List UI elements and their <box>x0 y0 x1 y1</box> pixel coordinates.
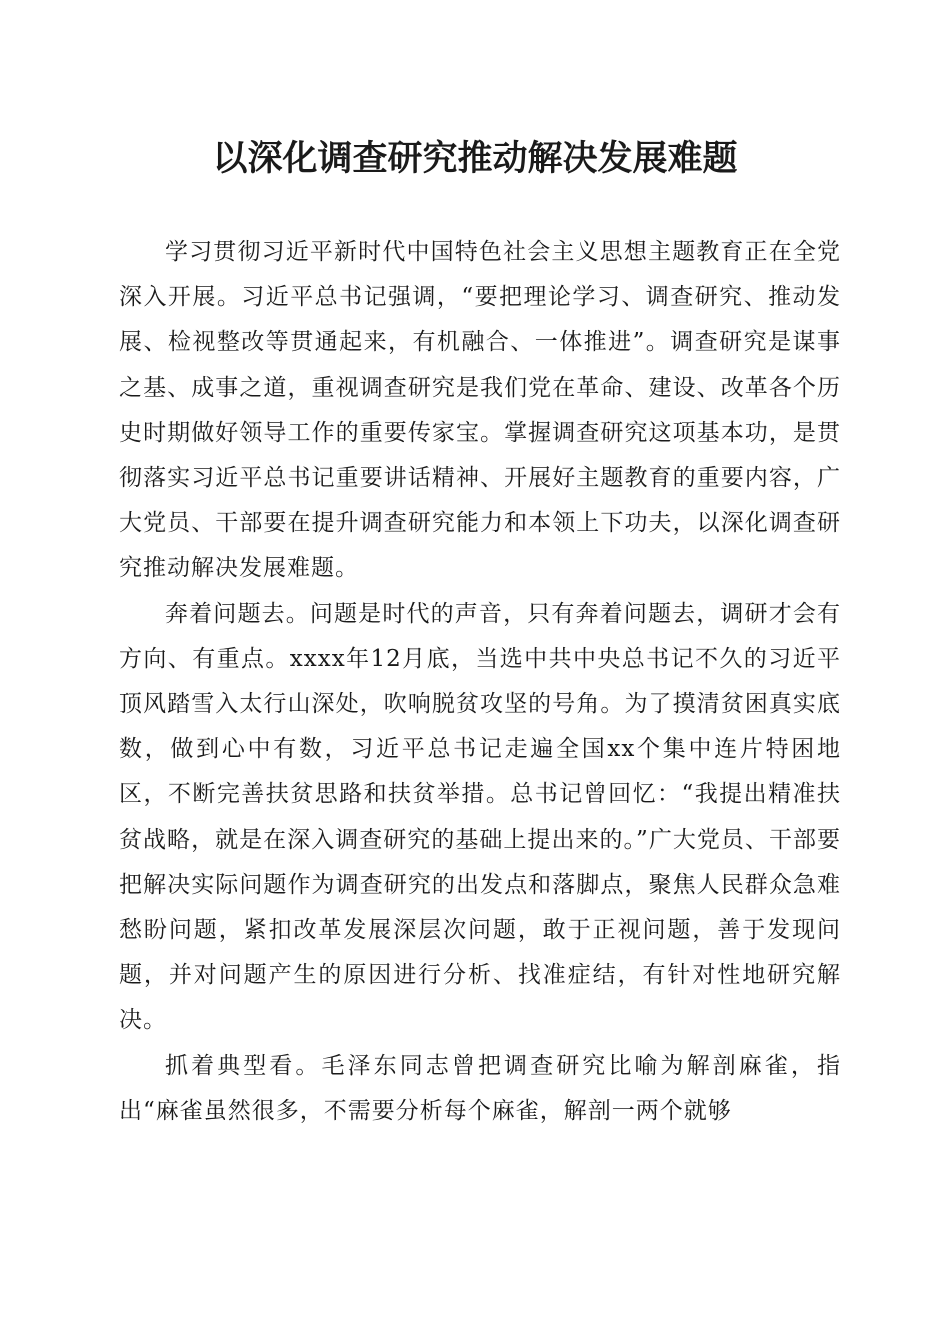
document-title: 以深化调查研究推动解决发展难题 <box>212 138 738 179</box>
paragraph-problems: 奔着问题去。问题是时代的声音，只有奔着问题去，调研才会有方向、有重点。xxxx年12月底，当选中共中央总书记不久的习近平顶风踏雪入太行山深处，吹响脱贫攻坚的号角。为了摸清贫困真实底数，做到心中有数，习近平总书记走遍全国xx个集中连片特困地区，不断完善扶贫思路和扶贫举措。总书记曾回忆：“我提出精准扶贫战略，就是在深入调查研究的基础上提出来的。”广大党员、干部要把解决实际问题作为调查研究的出发点和落脚点，聚焦人民群众急难愁盼问题，紧扣改革发展深层次问题，敢于正视问题，善于发现问题，并对问题产生的原因进行分析、找准症结，有针对性地研究解决。 <box>119 600 841 1034</box>
paragraph-intro: 学习贯彻习近平新时代中国特色社会主义思想主题教育正在全党深入开展。习近平总书记强调，“要把理论学习、调查研究、推动发展、检视整改等贯通起来，有机融合、一体推进”。调查研究是谋事之基、成事之道，重视调查研究是我们党在革命、建设、改革各个历史时期做好领导工作的重要传家宝。掌握调查研究这项基本功，是贯彻落实习近平总书记重要讲话精神、开展好主题教育的重要内容，广大党员、干部要在提升调查研究能力和本领上下功夫，以深化调查研究推动解决发展难题。 <box>119 239 841 582</box>
document-body <box>119 230 841 1134</box>
paragraph-typical-cases: 抓着典型看。毛泽东同志曾把调查研究比喻为解剖麻雀，指出“麻雀虽然很多，不需要分析每个麻雀，解剖一两个就够 <box>119 1052 841 1124</box>
